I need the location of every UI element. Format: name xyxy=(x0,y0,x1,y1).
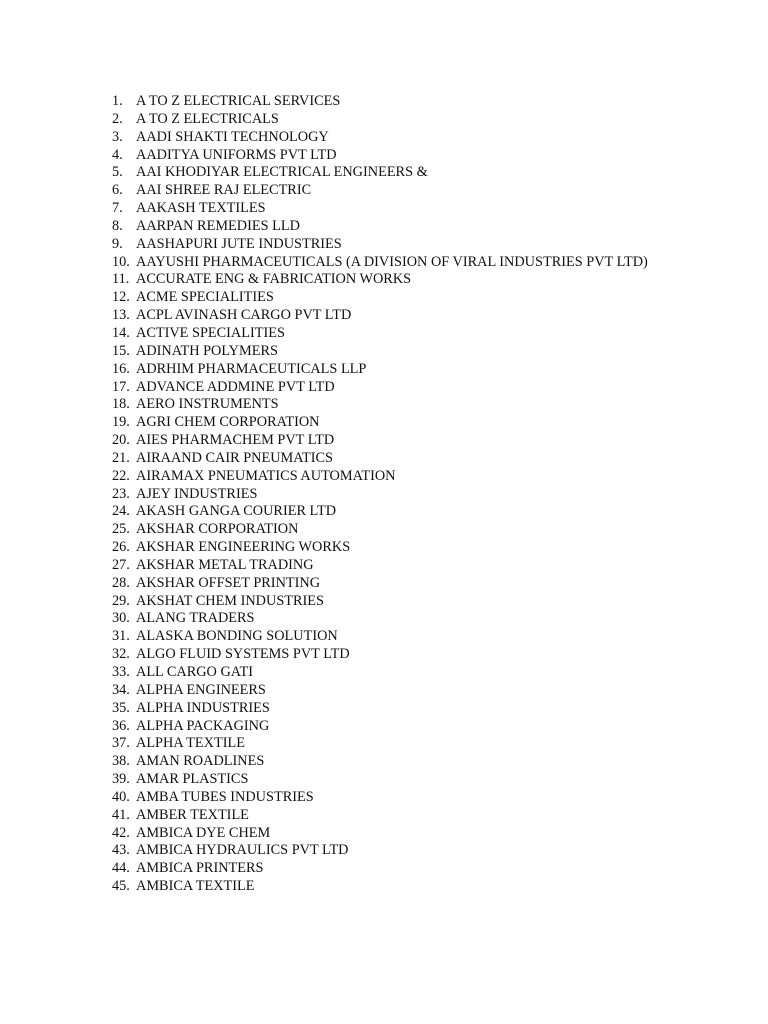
company-name: ACTIVE SPECIALITIES xyxy=(136,324,285,341)
company-name: AADI SHAKTI TECHNOLOGY xyxy=(136,128,329,145)
list-item xyxy=(112,218,652,236)
item-number: 8. xyxy=(112,217,123,234)
company-name: AERO INSTRUMENTS xyxy=(136,396,279,413)
item-number: 28. xyxy=(112,574,130,591)
company-name: ALASKA BONDING SOLUTION xyxy=(136,628,338,645)
company-name: AMBICA TEXTILE xyxy=(136,878,255,895)
item-number: 35. xyxy=(112,699,130,716)
company-name: ALANG TRADERS xyxy=(136,610,255,627)
company-name: AKSHAR CORPORATION xyxy=(136,521,299,538)
list-item xyxy=(112,450,652,468)
item-number: 23. xyxy=(112,485,130,502)
item-number: 2. xyxy=(112,110,123,127)
company-name: AMBER TEXTILE xyxy=(136,806,249,823)
item-number: 27. xyxy=(112,556,130,573)
company-name: AIES PHARMACHEM PVT LTD xyxy=(136,432,335,449)
list-item xyxy=(112,610,652,628)
item-number: 38. xyxy=(112,753,130,770)
item-number: 20. xyxy=(112,432,130,449)
item-number: 34. xyxy=(112,681,130,698)
company-name: AAKASH TEXTILES xyxy=(136,200,266,217)
item-number: 41. xyxy=(112,806,130,823)
list-item xyxy=(112,200,652,218)
item-number: 12. xyxy=(112,289,130,306)
list-item xyxy=(112,182,652,200)
company-name: AMBICA HYDRAULICS PVT LTD xyxy=(136,842,349,859)
item-number: 22. xyxy=(112,467,130,484)
list-item xyxy=(112,111,652,129)
item-number: 44. xyxy=(112,860,130,877)
list-item xyxy=(112,271,652,289)
item-number: 7. xyxy=(112,200,123,217)
list-item xyxy=(112,361,652,379)
company-name: AIRAMAX PNEUMATICS AUTOMATION xyxy=(136,467,396,484)
list-item xyxy=(112,486,652,504)
list-item xyxy=(112,539,652,557)
item-number: 37. xyxy=(112,735,130,752)
list-item xyxy=(112,878,652,896)
company-name: AJEY INDUSTRIES xyxy=(136,485,258,502)
company-name: ALPHA PACKAGING xyxy=(136,717,270,734)
list-item xyxy=(112,129,652,147)
item-number: 42. xyxy=(112,824,130,841)
company-name: AKSHAR METAL TRADING xyxy=(136,556,314,573)
company-name: ALPHA INDUSTRIES xyxy=(136,699,270,716)
company-name: AKSHAR OFFSET PRINTING xyxy=(136,574,321,591)
list-item xyxy=(112,593,652,611)
item-number: 25. xyxy=(112,521,130,538)
company-name: AMBICA DYE CHEM xyxy=(136,824,271,841)
company-name: ALGO FLUID SYSTEMS PVT LTD xyxy=(136,646,350,663)
company-name: AGRI CHEM CORPORATION xyxy=(136,414,320,431)
item-number: 6. xyxy=(112,182,123,199)
list-item xyxy=(112,432,652,450)
company-name: AMAN ROADLINES xyxy=(136,753,265,770)
list-item xyxy=(112,842,652,860)
list-item xyxy=(112,343,652,361)
item-number: 15. xyxy=(112,342,130,359)
list-item xyxy=(112,735,652,753)
company-name: A TO Z ELECTRICALS xyxy=(136,110,279,127)
company-name: AAI SHREE RAJ ELECTRIC xyxy=(136,182,312,199)
company-name: ALL CARGO GATI xyxy=(136,664,254,680)
company-name: AKASH GANGA COURIER LTD xyxy=(136,503,337,520)
list-item xyxy=(112,557,652,575)
company-name: ADINATH POLYMERS xyxy=(136,342,278,359)
item-number: 9. xyxy=(112,235,123,252)
list-item xyxy=(112,468,652,486)
item-number: 5. xyxy=(112,164,123,181)
item-number: 1. xyxy=(112,93,123,109)
company-name: AADITYA UNIFORMS PVT LTD xyxy=(136,146,337,163)
list-item xyxy=(112,93,652,111)
company-name: AMBICA PRINTERS xyxy=(136,860,264,877)
company-name: ALPHA ENGINEERS xyxy=(136,681,266,698)
company-name: ACPL AVINASH CARGO PVT LTD xyxy=(136,307,352,324)
list-item xyxy=(112,771,652,789)
item-number: 3. xyxy=(112,128,123,145)
item-number: 16. xyxy=(112,360,130,377)
list-item xyxy=(112,414,652,432)
list-item xyxy=(112,164,652,182)
list-item xyxy=(112,575,652,593)
item-number: 18. xyxy=(112,396,130,413)
item-number: 11. xyxy=(112,271,130,288)
list-item xyxy=(112,682,652,700)
company-name: AKSHAT CHEM INDUSTRIES xyxy=(136,592,324,609)
list-item xyxy=(112,379,652,397)
list-item xyxy=(112,325,652,343)
list-item xyxy=(112,147,652,165)
list-item xyxy=(112,646,652,664)
list-item xyxy=(112,789,652,807)
item-number: 24. xyxy=(112,503,130,520)
list-item xyxy=(112,307,652,325)
list-item xyxy=(112,718,652,736)
company-name: AARPAN REMEDIES LLD xyxy=(136,217,300,234)
item-number: 21. xyxy=(112,449,130,466)
item-number: 29. xyxy=(112,592,130,609)
company-name: ALPHA TEXTILE xyxy=(136,735,245,752)
company-name: AAYUSHI PHARMACEUTICALS (A DIVISION OF VIRAL INDUSTRIES PVT LTD) xyxy=(136,253,648,270)
item-number: 30. xyxy=(112,610,130,627)
company-name: AMAR PLASTICS xyxy=(136,771,249,788)
item-number: 32. xyxy=(112,646,130,663)
item-number: 14. xyxy=(112,324,130,341)
item-number: 13. xyxy=(112,307,130,324)
item-number: 26. xyxy=(112,539,130,556)
list-item xyxy=(112,254,652,272)
list-item xyxy=(112,700,652,718)
list-item xyxy=(112,664,652,682)
item-number: 17. xyxy=(112,378,130,395)
company-name: AMBA TUBES INDUSTRIES xyxy=(136,788,314,805)
list-item xyxy=(112,236,652,254)
list-item xyxy=(112,521,652,539)
item-number: 19. xyxy=(112,414,130,431)
company-name: ADVANCE ADDMINE PVT LTD xyxy=(136,378,335,395)
item-number: 43. xyxy=(112,842,130,859)
company-name: AKSHAR ENGINEERING WORKS xyxy=(136,539,351,556)
company-name: AIRAAND CAIR PNEUMATICS xyxy=(136,449,333,466)
company-name: ADRHIM PHARMACEUTICALS LLP xyxy=(136,360,367,377)
company-name: ACME SPECIALITIES xyxy=(136,289,274,306)
list-item xyxy=(112,628,652,646)
item-number: 36. xyxy=(112,717,130,734)
item-number: 10. xyxy=(112,253,130,270)
company-name: A TO Z ELECTRICAL SERVICES xyxy=(136,93,341,109)
item-number: 31. xyxy=(112,628,130,645)
item-number: 39. xyxy=(112,771,130,788)
list-item xyxy=(112,860,652,878)
company-name: AAI KHODIYAR ELECTRICAL ENGINEERS & xyxy=(136,164,428,181)
company-name: AASHAPURI JUTE INDUSTRIES xyxy=(136,235,342,252)
list-item xyxy=(112,289,652,307)
item-number: 40. xyxy=(112,788,130,805)
item-number: 45. xyxy=(112,878,130,895)
list-item xyxy=(112,825,652,843)
company-list xyxy=(112,93,652,896)
item-number: 4. xyxy=(112,146,123,163)
list-item xyxy=(112,396,652,414)
list-item xyxy=(112,807,652,825)
item-number: 33. xyxy=(112,664,130,680)
list-item xyxy=(112,753,652,771)
list-item xyxy=(112,503,652,521)
company-name: ACCURATE ENG & FABRICATION WORKS xyxy=(136,271,412,288)
